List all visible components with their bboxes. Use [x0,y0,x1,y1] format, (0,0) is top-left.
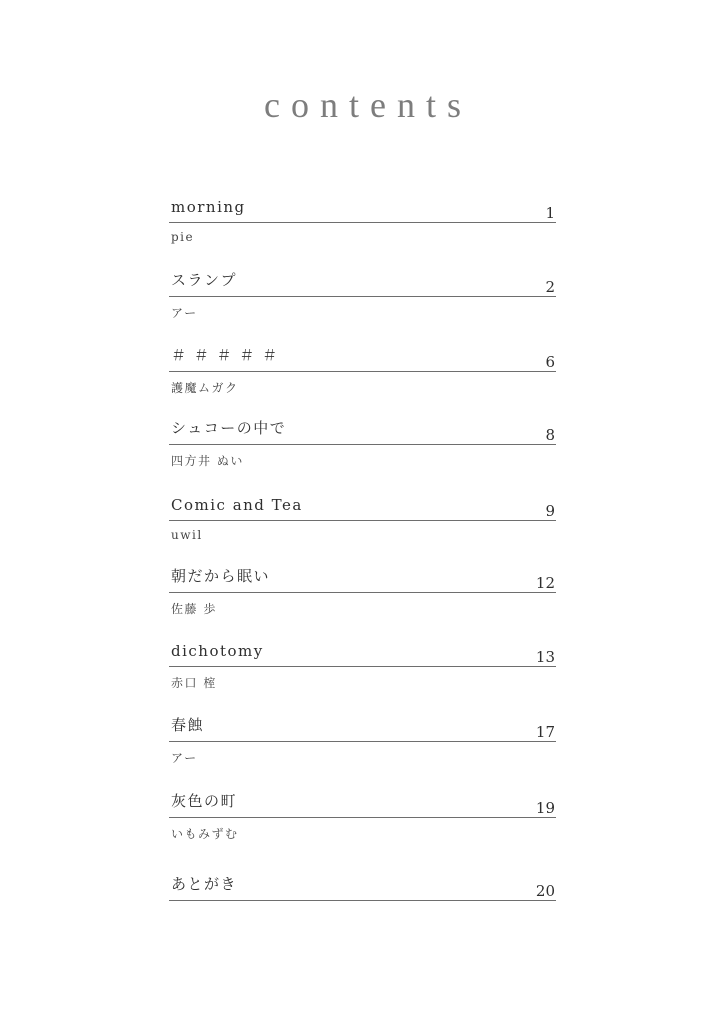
entry-author: 赤口 榁 [171,676,217,690]
entry-page-number: 9 [545,502,555,520]
entry-page-number: 1 [545,204,555,222]
toc-entry[interactable] [169,567,556,616]
entry-author: 護魔ムガク [171,381,239,395]
entry-title: Comic and Tea [171,496,303,514]
toc-entry[interactable] [169,198,556,244]
entry-page-number: 20 [535,882,555,900]
entry-page-number: 8 [545,426,555,444]
entry-title: ＃ ＃ ＃ ＃ ＃ [171,346,279,364]
entry-title: dichotomy [171,642,264,660]
entry-title: シュコーの中で [171,419,287,437]
entry-author: 四方井 ぬい [171,454,244,468]
entry-page-number: 13 [535,648,555,666]
entry-title: 朝だから眠い [171,567,271,585]
toc-entry[interactable] [169,496,556,542]
entry-title: スランプ [171,271,238,289]
entry-title: morning [171,198,246,216]
entry-page-number: 6 [545,353,555,371]
toc-entry[interactable] [169,419,556,468]
entry-author: アー [171,751,198,765]
toc-entry[interactable] [169,346,556,395]
toc-entry[interactable] [169,271,556,320]
toc-entry[interactable] [169,792,556,841]
toc-entry[interactable] [169,876,556,901]
entry-page-number: 12 [535,574,555,592]
entry-author: アー [171,306,198,320]
entry-title: あとがき [171,875,238,893]
entry-author: uwil [171,528,203,542]
entry-author: 佐藤 歩 [171,602,217,616]
entry-title: 灰色の町 [171,792,238,810]
toc-entry[interactable] [169,642,556,690]
entry-page-number: 19 [535,799,555,817]
entry-page-number: 17 [535,723,555,741]
entry-page-number: 2 [545,278,555,296]
entry-author: pie [171,230,195,244]
page-title: contents [264,85,472,125]
toc-entry[interactable] [169,716,556,765]
entry-author: いもみずむ [171,827,239,841]
entry-title: 春蝕 [171,716,205,734]
